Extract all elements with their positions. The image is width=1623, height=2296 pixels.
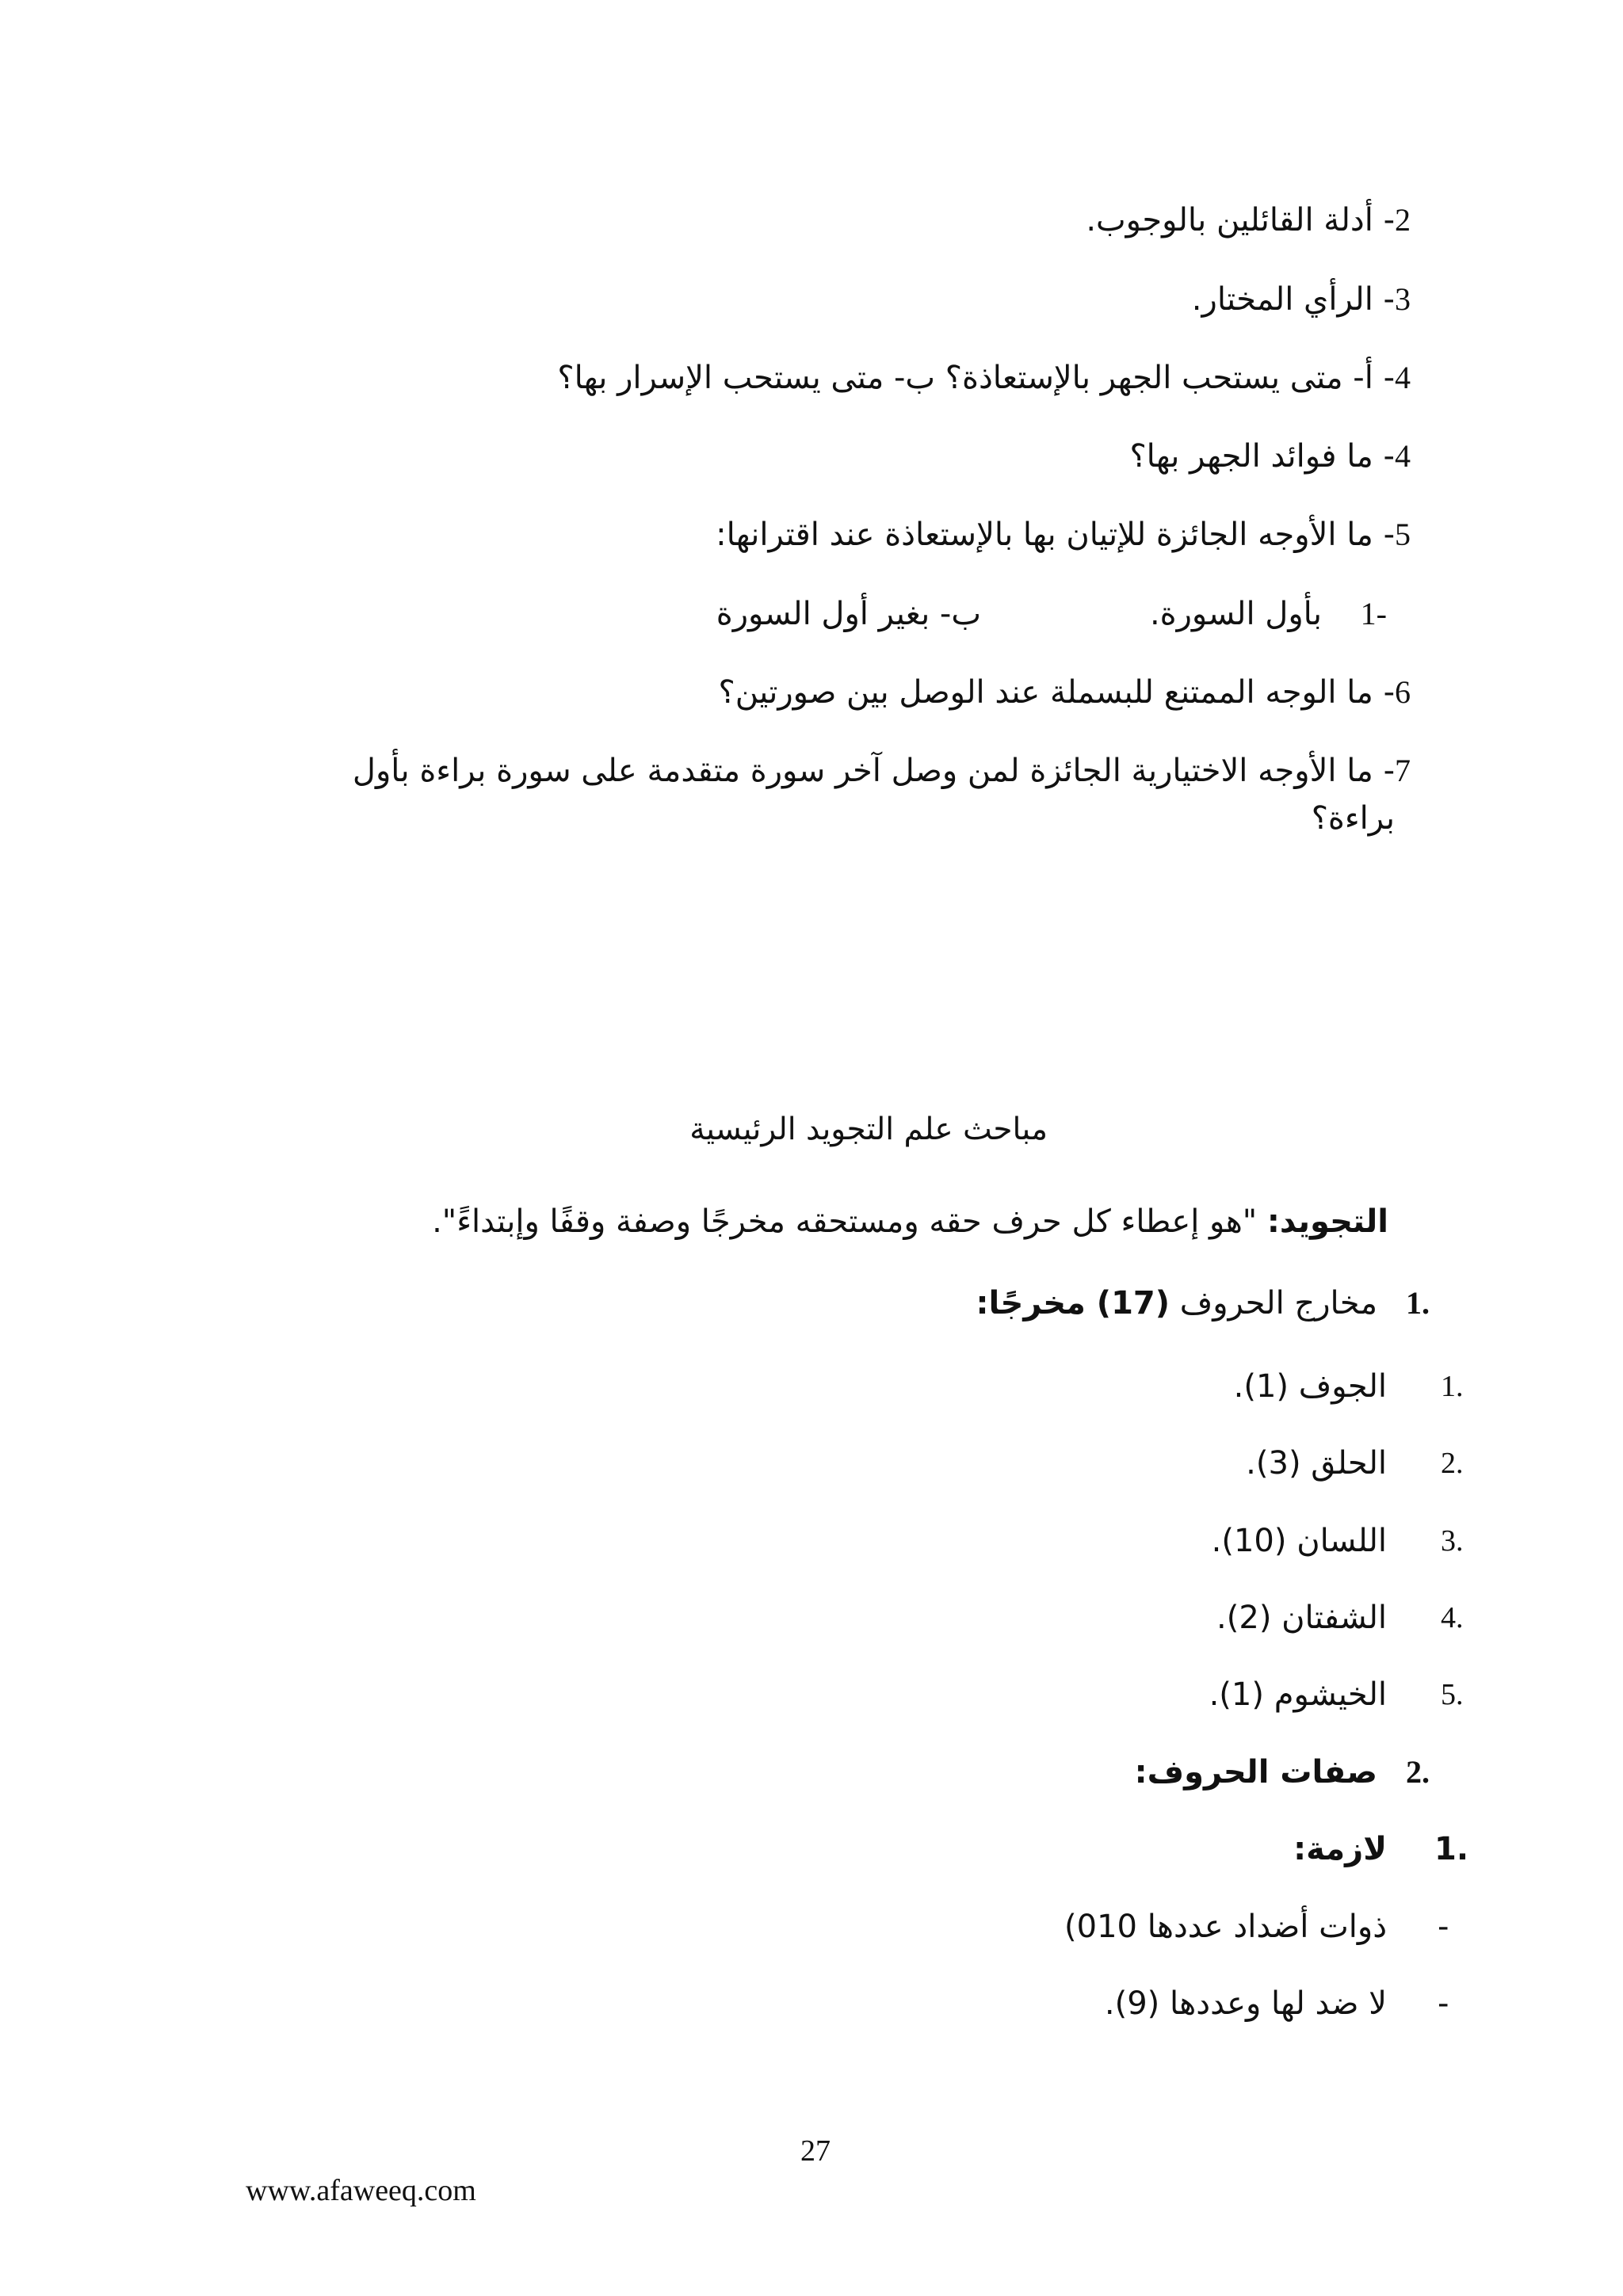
question-text: - ما فوائد الجهر بها؟ bbox=[1129, 438, 1395, 475]
question-text: - ما الأوجه الجائزة للإتيان بها بالإستعاذة عند اقترانها: bbox=[716, 517, 1395, 553]
question-5-option-2: ب- بغير أول السورة bbox=[716, 596, 981, 632]
makharij-count: (17) bbox=[1096, 1285, 1170, 1322]
question-6 bbox=[718, 670, 1411, 715]
page-number: 27 bbox=[800, 2134, 831, 2168]
tajweed-definition bbox=[432, 1199, 1388, 1244]
makharij-item: الشفتان (2). bbox=[1216, 1600, 1387, 1636]
sifat-sub-heading: لازمة: bbox=[1293, 1831, 1387, 1867]
question-text: - أ- متى يستحب الجهر بالإستعاذة؟ ب- متى يستحب الإسرار بها؟ bbox=[557, 360, 1395, 396]
question-number: 4 bbox=[1395, 360, 1411, 395]
question-number: 7 bbox=[1395, 753, 1411, 788]
makharij-item-number: 5. bbox=[1441, 1678, 1464, 1711]
makharij-number: 1. bbox=[1406, 1285, 1430, 1321]
sifat-bullet: لا ضد لها وعددها (9). bbox=[1104, 1985, 1387, 2022]
sifat-number: 2. bbox=[1406, 1754, 1430, 1790]
question-text: - ما الوجه الممتنع للبسملة عند الوصل بين صورتين؟ bbox=[718, 674, 1395, 711]
question-number: 3 bbox=[1395, 281, 1411, 317]
question-number: 6 bbox=[1395, 674, 1411, 710]
question-text: - الرأي المختار. bbox=[1191, 281, 1395, 318]
makharij-heading-pre: مخارج الحروف bbox=[1170, 1285, 1377, 1322]
makharij-item: اللسان (10). bbox=[1211, 1523, 1387, 1559]
question-5 bbox=[716, 513, 1411, 557]
makharij-item: الحلق (3). bbox=[1246, 1445, 1387, 1482]
definition-label: التجويد: bbox=[1266, 1203, 1388, 1240]
makharij-item: الجوف (1). bbox=[1233, 1368, 1387, 1405]
makharij-item-number: 3. bbox=[1441, 1524, 1464, 1558]
question-5-option-1-number: 1- bbox=[1360, 596, 1387, 631]
website-link[interactable]: www.afaweeq.com bbox=[246, 2174, 476, 2207]
makharij-heading-post: مخرجًا: bbox=[976, 1285, 1097, 1322]
makharij-item-number: 2. bbox=[1441, 1447, 1464, 1480]
bullet-dash: - bbox=[1438, 1985, 1449, 2022]
question-text: - ما الأوجه الاختيارية الجائزة لمن وصل آخر سورة متقدمة على سورة براءة بأول bbox=[352, 753, 1395, 789]
makharij-heading bbox=[976, 1281, 1377, 1325]
question-number: 4 bbox=[1395, 438, 1411, 474]
question-4b bbox=[1129, 434, 1411, 479]
question-7 bbox=[353, 749, 1411, 793]
question-2 bbox=[1086, 198, 1411, 242]
sifat-heading: صفات الحروف: bbox=[1134, 1754, 1377, 1791]
definition-text: "هو إعطاء كل حرف حقه ومستحقه مخرجًا وصفة وقفًا وإبتداءً". bbox=[432, 1203, 1267, 1240]
question-7-continuation: براءة؟ bbox=[1311, 800, 1395, 837]
question-3 bbox=[1192, 277, 1411, 322]
question-5-option-1: بأول السورة. bbox=[1149, 596, 1322, 632]
sifat-sub-number: 1. bbox=[1434, 1831, 1469, 1867]
sifat-bullet: ذوات أضداد عددها 010) bbox=[1064, 1909, 1387, 1945]
question-number: 2 bbox=[1395, 202, 1411, 238]
bullet-dash: - bbox=[1438, 1909, 1449, 1945]
makharij-item: الخيشوم (1). bbox=[1209, 1676, 1387, 1713]
question-text: - أدلة القائلين بالوجوب. bbox=[1086, 202, 1395, 238]
question-4a bbox=[557, 356, 1411, 400]
makharij-item-number: 1. bbox=[1441, 1370, 1464, 1403]
question-number: 5 bbox=[1395, 517, 1411, 552]
makharij-item-number: 4. bbox=[1441, 1601, 1464, 1634]
section-title: مباحث علم التجويد الرئيسية bbox=[689, 1112, 1048, 1147]
